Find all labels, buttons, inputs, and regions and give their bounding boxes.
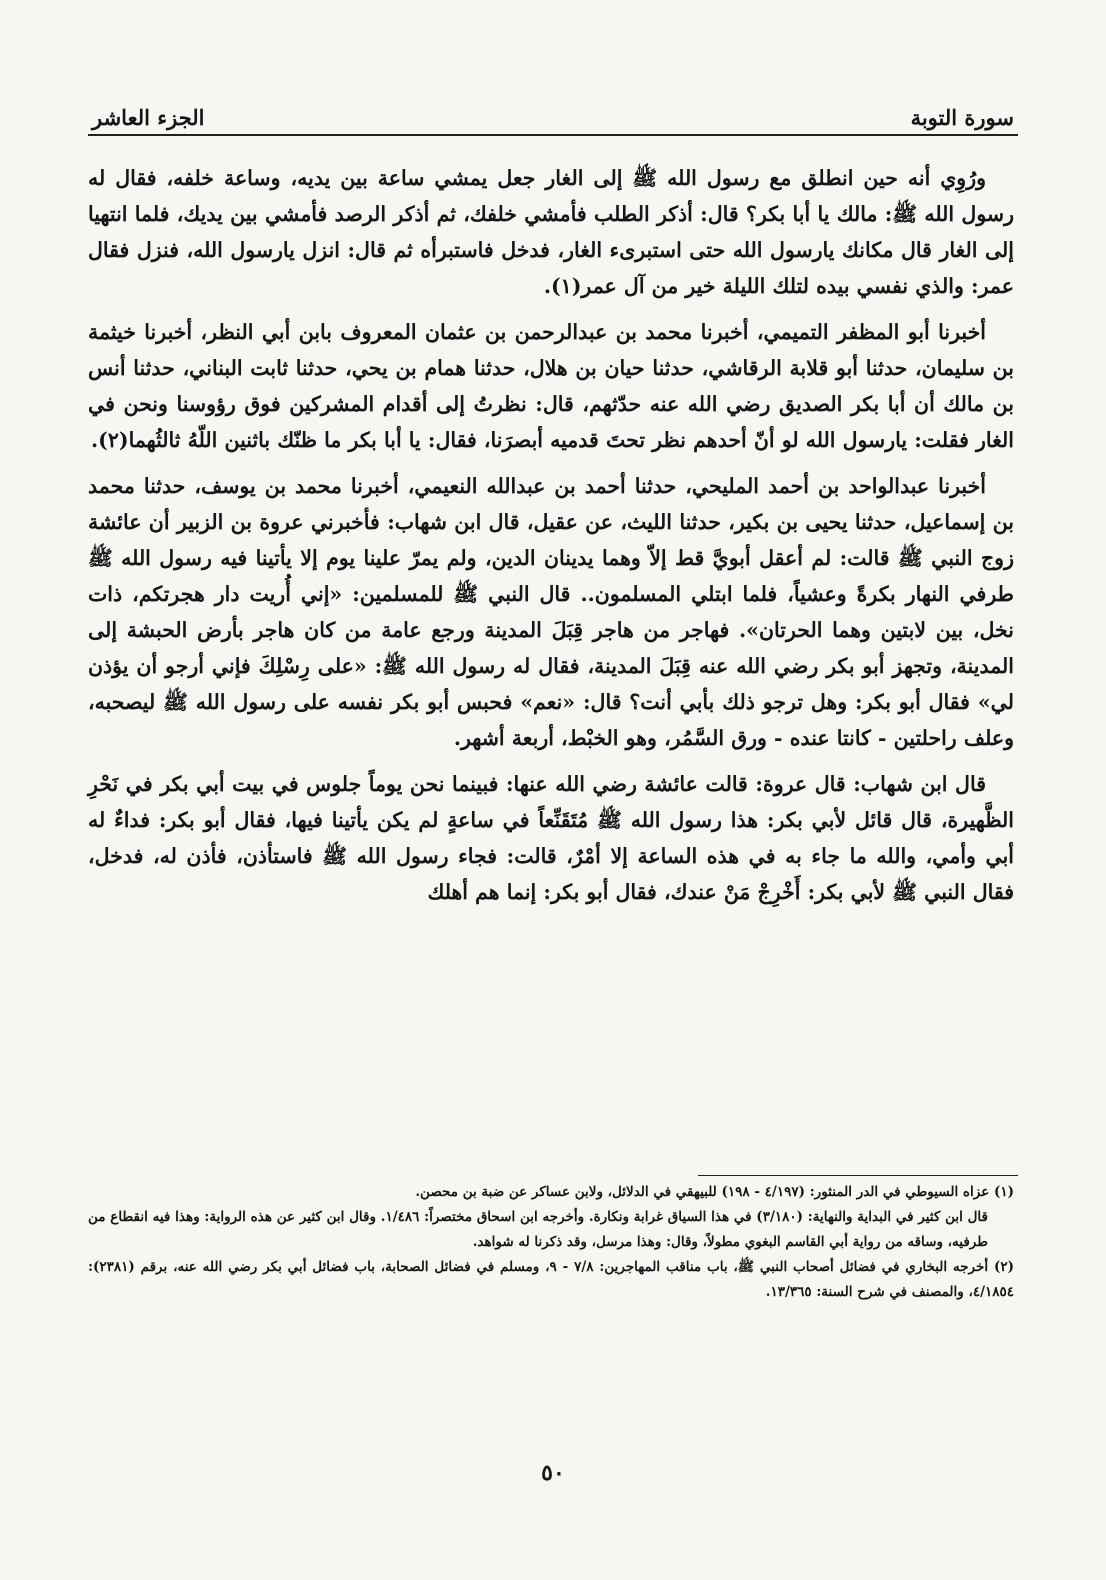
part-title: الجزء العاشر [92,105,205,130]
main-text [88,160,1014,920]
paragraph: ورُوِي أنه حين انطلق مع رسول الله ﷺ إلى الغار جعل يمشي ساعة بين يديه، وساعة خلفه، فقال له رسول الله ﷺ: مالك يا أبا بكر؟ قال: أذكر الطلب فأمشي خلفك، ثم أذكر الرصد فأمشي بين يديك، فلما انتهيا إلى الغار قال مكانك يارسول الله حتى استبرىء الغار، فدخل فاستبرأه ثم قال: انزل يارسول الله، فنزل فقال عمر: والذي نفسي بيده لتلك الليلة خير من آل عمر(١). [88,166,1014,298]
page-number: ٥٠ [541,1460,565,1486]
surah-title: سورة التوبة [910,105,1014,130]
paragraph: أخبرنا عبدالواحد بن أحمد المليحي، حدثنا أحمد بن عبدالله النعيمي، أخبرنا محمد بن يوسف، حدثنا محمد بن إسماعيل، حدثنا يحيى بن بكير، حدثنا الليث، عن عقيل، قال ابن شهاب: فأخبرني عروة بن الزبير أن عائشة زوج النبي ﷺ قالت: لم أعقل أبويَّ قط إلاّ وهما يدينان الدين، ولم يمرّ علينا يوم إلا يأتينا فيه رسول الله ﷺ طرفي النهار بكرةً وعشياً، فلما ابتلي المسلمون.. قال النبي ﷺ للمسلمين: «إني أُريت دار هجرتكم، ذات نخل، بين لابتين وهما الحرتان». فهاجر من هاجر قِبَلَ المدينة ورجع عامة من كان هاجر بأرض الحبشة إلى المدينة، وتجهز أبو بكر رضي الله عنه قِبَلَ المدينة، فقال له رسول الله ﷺ: «على رِسْلِكَ فإني أرجو أن يؤذن لي» فقال أبو بكر: وهل ترجو ذلك بأبي أنت؟ قال: «نعم» فحبس أبو بكر نفسه على رسول الله ﷺ ليصحبه، وعلف راحلتين - كانتا عنده - ورق السَّمُر، وهو الخبْط، أربعة أشهر. [88,474,1014,750]
paragraph: قال ابن شهاب: قال عروة: قالت عائشة رضي الله عنها: فبينما نحن يوماً جلوس في بيت أبي بكر في نَحْرِ الظَّهيرة، قال قائل لأبي بكر: هذا رسول الله ﷺ مُتَقَنِّعاً في ساعةٍ لم يكن يأتينا فيها، فقال أبو بكر: فداءٌ له أبي وأمي، والله ما جاء به في هذه الساعة إلا أمْرٌ، قالت: فجاء رسول الله ﷺ فاستأذن، فأذن له، فدخل، فقال النبي ﷺ لأبي بكر: أَخْرِجْ مَنْ عندك، فقال أبو بكر: إنما هم أهلك [88,772,1014,904]
footnote: (١) عزاه السيوطي في الدر المنثور: (٤/١٩٧ - ١٩٨) للبيهقي في الدلائل، ولابن عساكر عن ضبة بن محصن. [415,1184,1014,1200]
page-header [92,96,1014,130]
footnote-continuation: قال ابن كثير في البداية والنهاية: (٣/١٨٠) في هذا السياق غرابة ونكارة. وأخرجه ابن اسحاق مختصراً: ١/٤٨٦. وقال ابن كثير عن هذه الرواية: وهذا فيه انقطاع من طرفيه، وساقه من رواية أبي القاسم البغوي مطولاً، وقال: وهذا مرسل، وقد ذكرنا له شواهد. [88,1209,988,1250]
paragraph: أخبرنا أبو المظفر التميمي، أخبرنا محمد بن عبدالرحمن بن عثمان المعروف بابن أبي النظر، أخبرنا خيثمة بن سليمان، حدثنا أبو قلابة الرقاشي، حدثنا حيان بن هلال، حدثنا همام بن يحي، حدثنا ثابت البناني، حدثنا أنس بن مالك أن أبا بكر الصديق رضي الله عنه حدّثهم، قال: نظرتُ إلى أقدام المشركين فوق رؤوسنا ونحن في الغار فقلت: يارسول الله لو أنّ أحدهم نظر تحتَ قدميه أبصرَنا، فقال: يا أبا بكر ما ظنّك باثنين اللّهُ ثالثُهما(٢). [88,320,1014,452]
footnote: (٢) أخرجه البخاري في فضائل أصحاب النبي ﷺ، باب مناقب المهاجرين: ٧/٨ - ٩، ومسلم في فضائل الصحابة، باب فضائل أبي بكر رضي الله عنه، برقم (٢٣٨١): ٤/١٨٥٤، والمصنف في شرح السنة: ١٣/٣٦٥. [88,1259,1014,1300]
footnotes [88,1180,1014,1305]
footnote-divider [698,1175,1018,1176]
header-divider [88,134,1018,136]
